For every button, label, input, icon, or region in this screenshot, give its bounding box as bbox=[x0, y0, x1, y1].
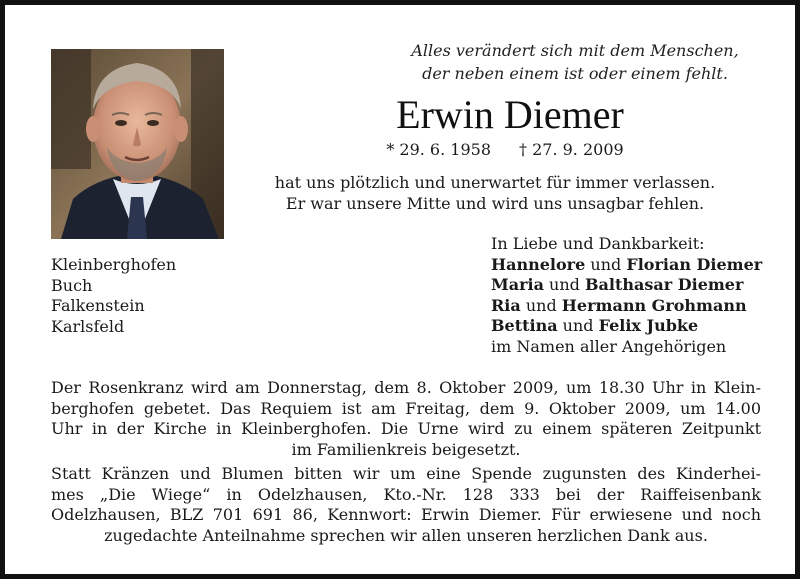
quote-line-2: der neben einem ist oder einem fehlt. bbox=[422, 64, 728, 83]
portrait-photo bbox=[51, 49, 224, 239]
message-line-2: Er war unsere Mitte und wird uns unsagbar fehlen. bbox=[285, 194, 705, 213]
places-list bbox=[51, 255, 176, 337]
mourner-second-name: Felix Jubke bbox=[598, 316, 699, 335]
service-announcement bbox=[51, 378, 761, 460]
place-item: Karlsfeld bbox=[51, 316, 125, 336]
mourner-second-name: Balthasar Diemer bbox=[585, 275, 744, 294]
donation-line-4: zugedachte Anteilnahme sprechen wir allen unseren herzlichen Dank aus. bbox=[104, 525, 708, 545]
birth-date: * 29. 6. 1958 bbox=[386, 140, 491, 159]
life-dates bbox=[355, 139, 655, 161]
donation-line-2: mes „Die Wiege“ in Odelzhausen, Kto.-Nr. 128 333 bei der Raiffeisenbank bbox=[51, 484, 761, 504]
conjunction: und bbox=[590, 254, 622, 274]
epitaph-quote bbox=[365, 39, 785, 85]
place-item: Buch bbox=[51, 275, 93, 295]
place-item: Kleinberghofen bbox=[51, 255, 177, 274]
mourner-couple bbox=[491, 316, 762, 337]
portrait-image bbox=[51, 49, 224, 239]
mourner-second-name: Hermann Grohmann bbox=[561, 295, 747, 315]
quote-line-1: Alles verändert sich mit dem Menschen, bbox=[411, 41, 739, 60]
place-item: Falkenstein bbox=[51, 296, 145, 315]
announcement-line-1: Der Rosenkranz wird am Donnerstag, dem 8. Oktober 2009, um 18.30 Uhr in Klein- bbox=[51, 378, 761, 397]
mourners-intro: In Liebe und Dankbarkeit: bbox=[491, 234, 705, 253]
donation-line-1: Statt Kränzen und Blumen bitten wir um eine Spende zugunsten des Kinderhei- bbox=[51, 464, 761, 483]
mourner-couple bbox=[491, 296, 762, 317]
message-line-1: hat uns plötzlich und unerwartet für immer verlassen. bbox=[274, 173, 716, 192]
announcement-line-3: Uhr in der Kirche in Kleinberghofen. Die Urne wird zu einem späteren Zeitpunkt bbox=[51, 419, 761, 438]
mourner-couple bbox=[491, 255, 762, 276]
donation-line-3: Odelzhausen, BLZ 701 691 86, Kennwort: Erwin Diemer. Für erwiesene und noch bbox=[51, 505, 761, 524]
mourner-couple bbox=[491, 275, 762, 296]
mourner-first-name: Ria bbox=[491, 295, 521, 315]
mourner-second-name: Florian Diemer bbox=[626, 254, 763, 274]
donation-request bbox=[51, 464, 761, 546]
death-date: † 27. 9. 2009 bbox=[519, 140, 624, 159]
announcement-line-4: im Familienkreis beigesetzt. bbox=[291, 439, 521, 459]
mourners-list bbox=[491, 234, 762, 357]
conjunction: und bbox=[525, 295, 557, 315]
farewell-message bbox=[235, 172, 755, 214]
mourner-first-name: Maria bbox=[491, 275, 544, 294]
mourner-first-name: Hannelore bbox=[491, 254, 586, 274]
mourners-closing: im Namen aller Angehörigen bbox=[491, 336, 727, 356]
conjunction: und bbox=[549, 275, 580, 294]
deceased-name: Erwin Diemer bbox=[396, 92, 624, 137]
conjunction: und bbox=[562, 316, 594, 335]
mourner-first-name: Bettina bbox=[491, 316, 558, 335]
announcement-line-2: berghofen gebetet. Das Requiem ist am Freitag, dem 9. Oktober 2009, um 14.00 bbox=[51, 398, 761, 418]
